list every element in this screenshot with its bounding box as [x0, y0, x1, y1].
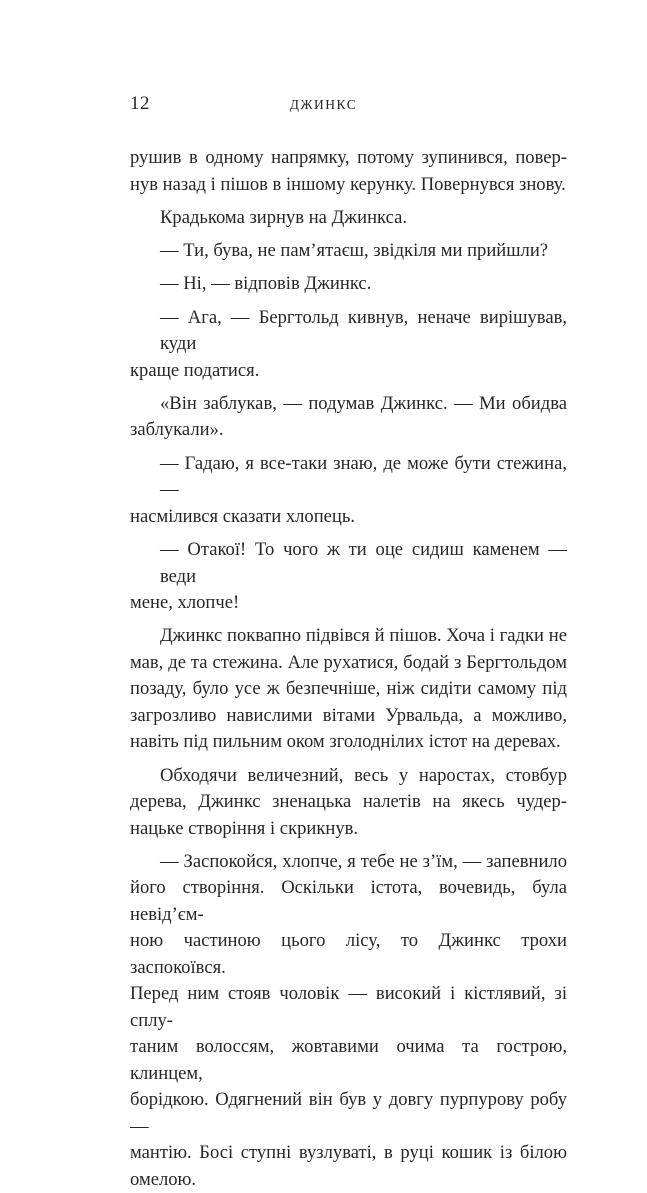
- running-title: ДЖИНКС: [289, 97, 358, 112]
- paragraph: [130, 271, 567, 298]
- text-line: краще податися.: [130, 359, 260, 381]
- text-line: Перед ним стояв чоловік — високий і кістлявий, зі сплу-: [130, 983, 567, 1031]
- paragraph: [130, 145, 567, 198]
- text-line: позаду, було усе ж безпечніше, ніж сидіти самому під: [130, 678, 567, 700]
- paragraph: [130, 451, 567, 531]
- paragraph: [130, 763, 567, 843]
- text-line: таним волоссям, жовтавими очима та гострою, клинцем,: [130, 1036, 567, 1084]
- text-line: ною частиною цього лісу, то Джинкс трохи заспокоївся.: [130, 930, 567, 978]
- text-line: мене, хлопче!: [130, 592, 240, 614]
- text-line: нув назад і пішов в іншому керунку. Повернувся знову.: [130, 173, 566, 195]
- text-line: дерева, Джинкс зненацька налетів на якесь чудер-: [130, 791, 567, 813]
- text-line: насмілився сказати хлопець.: [130, 505, 355, 527]
- text-line: Крадькома зирнув на Джинкса.: [160, 206, 407, 228]
- text-line: — Ти, бува, не пам’ятаєш, звідкіля ми прийшли?: [160, 240, 549, 262]
- paragraph: [130, 537, 567, 617]
- text-line: — Ні, — відповів Джинкс.: [160, 273, 372, 295]
- text-line: рушив в одному напрямку, потому зупинився, повер-: [130, 147, 567, 168]
- text-line: нацьке створіння і скрикнув.: [130, 817, 359, 839]
- text-line: заблукали».: [130, 419, 224, 441]
- text-line: його створіння. Оскільки істота, вочевидь, була невід’єм-: [130, 877, 567, 925]
- text-line: Обходячи величезний, весь у наростах, стовбур: [160, 764, 567, 786]
- text-line: борідкою. Одягнений він був у довгу пурпурову робу —: [130, 1089, 567, 1137]
- text-line: Джинкс поквапно підвівся й пішов. Хоча і гадки не: [160, 625, 567, 647]
- paragraph: [130, 623, 567, 756]
- page-number: 12: [130, 93, 150, 114]
- text-line: — Заспокойся, хлопче, я тебе не з’їм, — запевнило: [160, 850, 567, 872]
- text-line: «Він заблукав, — подумав Джинкс. — Ми обидва: [160, 392, 567, 414]
- paragraph: [130, 238, 567, 265]
- paragraph: [130, 391, 567, 444]
- text-line: загрозливо навислими вітами Урвальда, а можливо,: [130, 704, 567, 726]
- text-line: навіть під пильним оком зголоднілих істот на деревах.: [130, 731, 561, 753]
- body-text: [130, 145, 567, 1193]
- text-line: мав, де та стежина. Але рухатися, бодай з Бергтольдом: [130, 651, 567, 673]
- paragraph: [130, 849, 567, 1193]
- text-line: мантію. Босі ступні вузлуваті, в руці кошик із білою: [130, 1142, 567, 1164]
- paragraph: [130, 205, 567, 232]
- text-line: омелою.: [130, 1168, 197, 1190]
- text-line: — Гадаю, я все-таки знаю, де може бути стежина, —: [160, 452, 567, 501]
- text-line: — Отакої! То чого ж ти оце сидиш каменем — веди: [160, 539, 567, 587]
- paragraph: [130, 305, 567, 385]
- text-line: — Ага, — Бергтольд кивнув, неначе вирішував, куди: [160, 306, 567, 355]
